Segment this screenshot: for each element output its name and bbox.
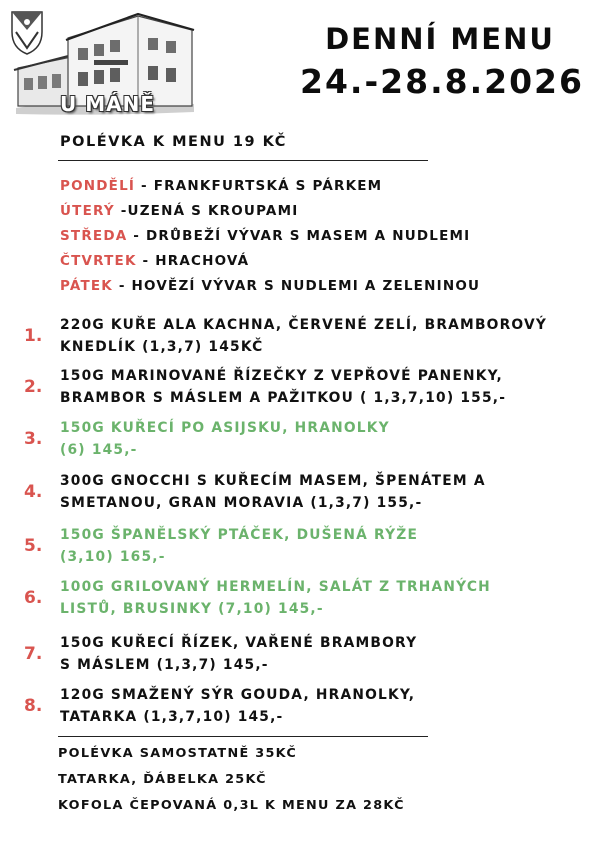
dish-line: LISTŮ, BRUSINKY (7,10) 145,- [60, 601, 324, 617]
dish-number: 5. [24, 536, 43, 556]
dish-line: 150G ŠPANĚLSKÝ PTÁČEK, DUŠENÁ RÝŽE [60, 527, 419, 543]
logo-name: U MÁNĚ [60, 92, 155, 116]
soup-name: - HRACHOVÁ [136, 253, 250, 269]
dish-item [60, 684, 415, 728]
dish-line: S MÁSLEM (1,3,7) 145,- [60, 657, 269, 673]
day-name: PONDĚLÍ [60, 178, 136, 194]
page-title: DENNÍ MENU [325, 22, 555, 56]
dish-line: 300G GNOCCHI S KUŘECÍM MASEM, ŠPENÁTEM A [60, 473, 486, 489]
soup-day-row [60, 278, 480, 294]
day-name: STŘEDA [60, 228, 128, 244]
dish-line: 150G KUŘECÍ ŘÍZEK, VAŘENÉ BRAMBORY [60, 635, 418, 651]
dish-number: 7. [24, 644, 43, 664]
soup-day-row [60, 228, 470, 244]
soup-name: - HOVĚZÍ VÝVAR S NUDLEMI A ZELENINOU [112, 278, 481, 294]
dish-item [60, 470, 486, 514]
dish-line: 220G KUŘE ALA KACHNA, ČERVENÉ ZELÍ, BRAMBOROVÝ [60, 317, 548, 333]
extra-item: POLÉVKA SAMOSTATNĚ 35KČ [58, 746, 298, 761]
dish-line: 150G KUŘECÍ PO ASIJSKU, HRANOLKY [60, 420, 390, 436]
dish-item [60, 524, 418, 568]
divider [58, 736, 428, 737]
extra-item: TATARKA, ĎÁBELKA 25KČ [58, 772, 267, 787]
restaurant-logo [8, 8, 198, 116]
dish-line: 120G SMAŽENÝ SÝR GOUDA, HRANOLKY, [60, 687, 416, 703]
dish-number: 1. [24, 326, 43, 346]
soup-day-row [60, 253, 249, 269]
dish-line: TATARKA (1,3,7,10) 145,- [60, 709, 284, 725]
soup-name: -UZENÁ S KROUPAMI [114, 203, 299, 219]
dish-number: 8. [24, 696, 43, 716]
dish-number: 3. [24, 429, 43, 449]
divider [58, 160, 428, 161]
dish-line: SMETANOU, GRAN MORAVIA (1,3,7) 155,- [60, 495, 423, 511]
soup-heading: POLÉVKA K MENU 19 KČ [60, 134, 287, 150]
day-name: PÁTEK [60, 278, 113, 294]
day-name: ČTVRTEK [60, 253, 137, 269]
dish-line: KNEDLÍK (1,3,7) 145KČ [60, 339, 264, 355]
dish-line: (6) 145,- [60, 442, 138, 458]
dish-item [60, 417, 390, 461]
soup-name: - FRANKFURTSKÁ S PÁRKEM [135, 178, 383, 194]
dish-item [60, 314, 547, 358]
dish-item [60, 576, 491, 620]
dish-number: 4. [24, 482, 43, 502]
date-range: 24.-28.8.2026 [300, 62, 584, 101]
extra-item: KOFOLA ČEPOVANÁ 0,3L K MENU ZA 28KČ [58, 798, 405, 813]
dish-item [60, 632, 417, 676]
dish-number: 6. [24, 588, 43, 608]
day-name: ÚTERÝ [60, 203, 115, 219]
dish-line: 100G GRILOVANÝ HERMELÍN, SALÁT Z TRHANÝCH [60, 579, 491, 595]
dish-number: 2. [24, 377, 43, 397]
dish-line: (3,10) 165,- [60, 549, 166, 565]
soup-name: - DRŮBEŽÍ VÝVAR S MASEM A NUDLEMI [127, 228, 471, 244]
soup-day-row [60, 178, 382, 194]
dish-line: 150G MARINOVANÉ ŘÍZEČKY Z VEPŘOVÉ PANENKY, [60, 368, 503, 384]
dish-line: BRAMBOR S MÁSLEM A PAŽITKOU ( 1,3,7,10) 155,- [60, 390, 507, 406]
dish-item [60, 365, 506, 409]
soup-day-row [60, 203, 298, 219]
coat-of-arms-icon [12, 12, 42, 54]
